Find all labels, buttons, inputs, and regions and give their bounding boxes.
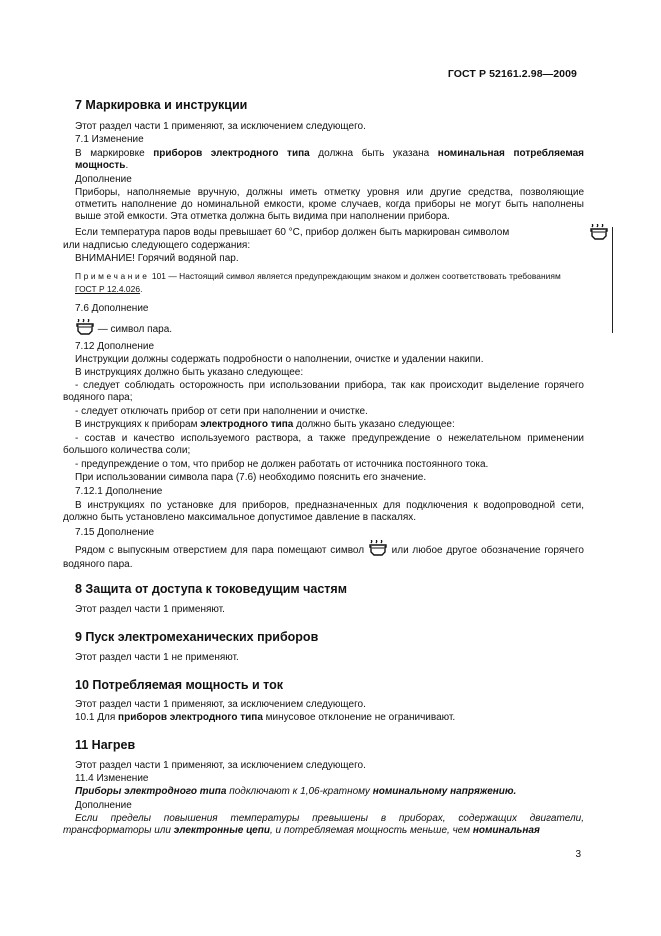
paragraph: Рядом с выпускным отверстием для пара помещают символ или любое другое обозначение горячего водяного пара. bbox=[63, 540, 584, 572]
paragraph: Приборы электродного типа подключают к 1,06-кратному номинальному напряжению. bbox=[75, 786, 517, 797]
steam-symbol-icon bbox=[368, 540, 388, 556]
list-item: - следует соблюдать осторожность при использовании прибора, так как происходит выделение горячего водяного пара; bbox=[63, 380, 584, 403]
steam-symbol-icon bbox=[589, 224, 609, 240]
section-11-heading: 11 Нагрев bbox=[75, 738, 136, 752]
section-7-heading: 7 Маркировка и инструкции bbox=[75, 98, 248, 112]
paragraph: ВНИМАНИЕ! Горячий водяной пар. bbox=[75, 253, 239, 264]
section-10-heading: 10 Потребляемая мощность и ток bbox=[75, 678, 283, 692]
section-8-heading: 8 Защита от доступа к токоведущим частям bbox=[75, 582, 347, 596]
document-code: ГОСТ Р 52161.2.98—2009 bbox=[447, 68, 577, 80]
steam-symbol-icon bbox=[75, 319, 95, 335]
paragraph: Этот раздел части 1 не применяют. bbox=[75, 652, 239, 663]
clause-label: 11.4 Изменение bbox=[75, 773, 149, 784]
paragraph: В инструкциях к приборам электродного типа должно быть указано следующее: bbox=[75, 419, 455, 430]
paragraph: — символ пара. bbox=[75, 319, 584, 336]
clause-label: 7.15 Дополнение bbox=[75, 527, 155, 538]
paragraph: или надписью следующего содержания: bbox=[63, 240, 251, 251]
change-bar bbox=[612, 227, 613, 333]
paragraph: Этот раздел части 1 применяют, за исключением следующего. bbox=[75, 760, 366, 771]
clause-label: Дополнение bbox=[75, 174, 132, 185]
list-item: - следует отключать прибор от сети при наполнении и очистке. bbox=[75, 406, 368, 417]
clause-label: 7.12 Дополнение bbox=[75, 341, 155, 352]
paragraph: Приборы, наполняемые вручную, должны иметь отметку уровня или другие средства, позволяющие отметить наполнение до номинальной емкости, кроме случаев, когда приборы не могут быть наполнены выше этой емкости. Эта отметка должна быть видима при наполнении прибора. bbox=[75, 187, 584, 222]
clause-label: Дополнение bbox=[75, 800, 132, 811]
paragraph: В маркировке приборов электродного типа должна быть указана номинальная потребляемая мощность. bbox=[75, 148, 584, 171]
clause-label: 7.6 Дополнение bbox=[75, 303, 149, 314]
paragraph: Инструкции должны содержать подробности о наполнении, очистке и удалении накипи. bbox=[75, 354, 484, 365]
section-9-heading: 9 Пуск электромеханических приборов bbox=[75, 630, 319, 644]
paragraph: В инструкциях должно быть указано следующее: bbox=[75, 367, 304, 378]
list-item: - предупреждение о том, что прибор не должен работать от источника постоянного тока. bbox=[75, 459, 489, 470]
paragraph: В инструкциях по установке для приборов, предназначенных для подключения к водопроводной сети, должно быть установлено максимальное допустимое давление в паскалях. bbox=[63, 500, 584, 523]
paragraph: Если пределы повышения температуры превышены в приборах, содержащих двигатели, трансформаторы или электронные цепи, и потребляемая мощность меньше, чем номинальная bbox=[63, 813, 584, 836]
clause-label: 7.1 Изменение bbox=[75, 134, 144, 145]
paragraph: 10.1 Для приборов электродного типа минусовое отклонение не ограничивают. bbox=[75, 712, 456, 723]
paragraph: Этот раздел части 1 применяют. bbox=[75, 604, 225, 615]
paragraph: При использовании символа пара (7.6) необходимо пояснить его значение. bbox=[75, 472, 427, 483]
standard-reference-link[interactable]: ГОСТ Р 12.4.026 bbox=[75, 284, 141, 294]
paragraph: Если температура паров воды превышает 60 °С, прибор должен быть маркирован символом bbox=[75, 227, 510, 238]
paragraph: Этот раздел части 1 применяют, за исключением следующего. bbox=[75, 699, 366, 710]
clause-label: 7.12.1 Дополнение bbox=[75, 486, 163, 497]
note: Примечание 101 — Настоящий символ является предупреждающим знаком и должен соответствовать требованиям ГОСТ Р 12.4.026. bbox=[75, 271, 561, 294]
page-number: 3 bbox=[575, 849, 581, 860]
paragraph: Этот раздел части 1 применяют, за исключением следующего. bbox=[75, 121, 366, 132]
list-item: - состав и качество используемого раствора, а также предупреждение о нежелательном применении большого количества соли; bbox=[63, 433, 584, 456]
